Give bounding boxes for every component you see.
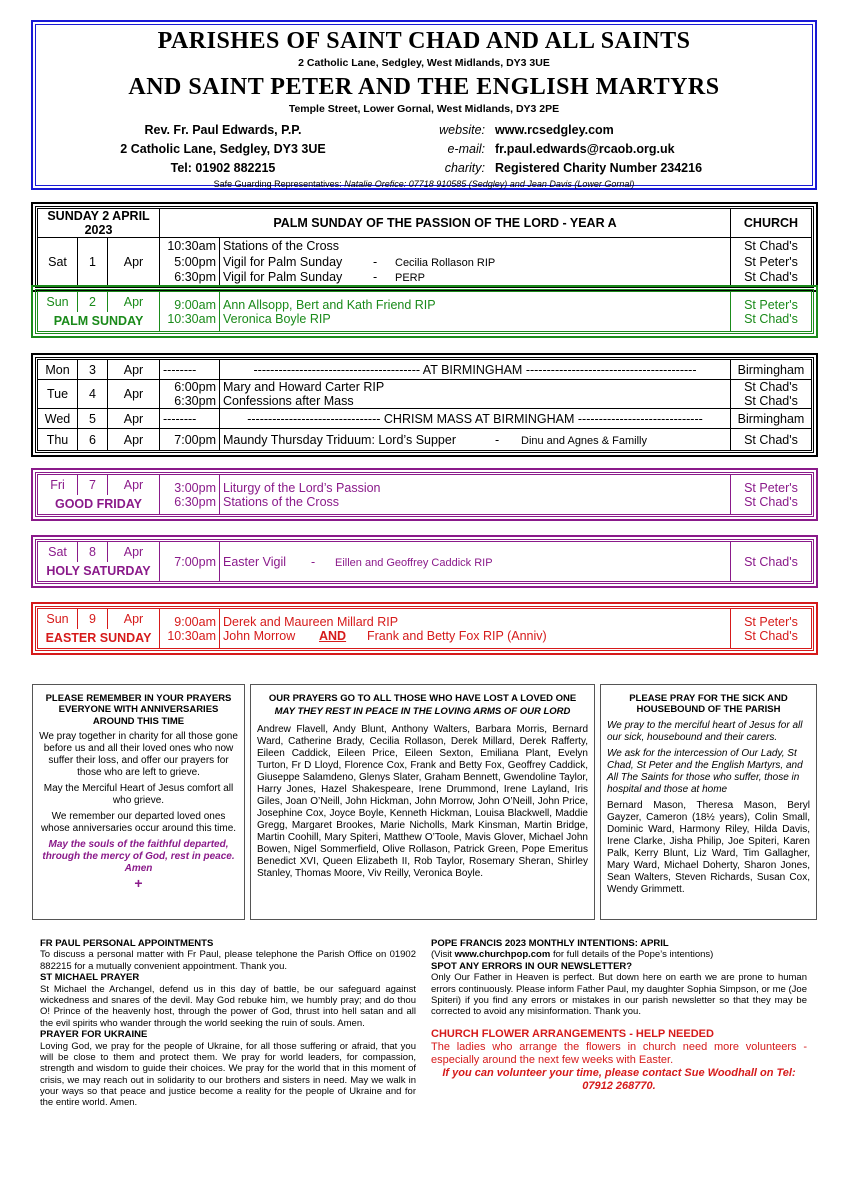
churches-tue: St Chad's St Chad's	[731, 380, 812, 409]
day-sat-8: Sat	[38, 542, 78, 562]
easter-sunday-label: EASTER SUNDAY	[38, 629, 160, 649]
parish-title-2: AND SAINT PETER AND THE ENGLISH MARTYRS	[128, 74, 720, 100]
churchpop-link[interactable]: www.churchpop.com	[454, 949, 551, 961]
schedule-palm-weekend	[31, 202, 818, 292]
sick-text-2: We ask for the intercession of Our Lady, St Chad, St Peter and the English Martyrs, and All The Saints for those who suffer, those in hospital and those at home	[607, 747, 803, 795]
anniversaries-prayer: May the souls of the faithful departed, through the mercy of God, rest in peace. Amen	[42, 839, 235, 875]
pope-intentions-heading: POPE FRANCIS 2023 MONTHLY INTENTIONS: APRIL	[431, 938, 669, 949]
schedule-weekdays	[31, 353, 818, 457]
cross-icon: +	[134, 875, 143, 892]
time-1030: 10:30am	[160, 238, 220, 254]
flowers-heading: CHURCH FLOWER ARRANGEMENTS - HELP NEEDED	[431, 1027, 714, 1040]
church-wed: Birmingham	[731, 409, 812, 429]
event-stations: Stations of the Cross	[220, 238, 731, 254]
date-1: 1	[78, 238, 108, 286]
good-friday-label: GOOD FRIDAY	[38, 495, 160, 515]
bereaved-box	[250, 684, 595, 920]
anniversaries-heading: PLEASE REMEMBER IN YOUR PRAYERS EVERYONE WITH ANNIVERSARIES AROUND THIS TIME	[45, 693, 232, 727]
website-link[interactable]: www.rcsedgley.com	[495, 123, 614, 137]
church-sat-8: St Chad's	[731, 542, 812, 582]
churches-easter: St Peter's St Chad's	[731, 609, 812, 649]
sick-box	[600, 684, 817, 920]
churches-fri: St Peter's St Chad's	[731, 475, 812, 515]
month-2: Apr	[108, 292, 160, 312]
errors-text: Only Our Father in Heaven is perfect. But down here on earth we are prone to human errors continuously. Please inform Father Paul, my daughter Sophia Simpson, or me (Joe Spiteri) if you find any errors or mistakes in our parish newsletter so that they may be corrected to avoid any misinformation. Thank you.	[431, 972, 807, 1018]
parish-title-1: PARISHES OF SAINT CHAD AND ALL SAINTS	[157, 28, 691, 54]
day-thu: Thu	[38, 429, 78, 451]
website-label: website:	[439, 123, 485, 137]
church-mon: Birmingham	[731, 360, 812, 380]
date-9: 9	[78, 609, 108, 629]
time-500: 5:00pm	[160, 254, 220, 270]
church-3: St Chad's	[731, 270, 812, 286]
time-wed: --------	[160, 409, 220, 429]
church-2: St Peter's	[731, 254, 812, 270]
safeguard-names: Natalie Orefice: 07718 910585 (Sedgley) and Jean Davis (Lower Gornal)	[344, 179, 635, 189]
time-sat-8: 7:00pm	[160, 542, 220, 582]
date-4: 4	[78, 380, 108, 409]
date-3: 3	[78, 360, 108, 380]
event-maundy: Maundy Thursday Triduum: Lord’s Supper - Dinu and Agnes & Familly	[220, 429, 731, 451]
church-thu: St Chad's	[731, 429, 812, 451]
left-notices	[40, 938, 416, 1109]
anniversaries-text-2: May the Merciful Heart of Jesus comfort all who grieve.	[43, 783, 234, 807]
month-4: Apr	[108, 380, 160, 409]
schedule-easter-sunday	[31, 602, 818, 655]
right-notices	[431, 938, 807, 1094]
st-michael-text: St Michael the Archangel, defend us in this day of battle, be our safeguard against wickedness and snares of the devil. May God rebuke him, we humbly pray; and do thou O! Prince of the heavenly host, through the power of God, thrust into hell satan and all the evil spirits who wander through the world seeking the ruin of souls. Amen.	[40, 983, 416, 1029]
event-vigil-1: Vigil for Palm Sunday - Cecilia Rollason RIP	[220, 254, 731, 270]
safeguard-label: Safe Guarding Representatives:	[213, 179, 342, 189]
sick-heading: PLEASE PRAY FOR THE SICK AND HOUSEBOUND OF THE PARISH	[629, 693, 788, 716]
time-630: 6:30pm	[160, 270, 220, 286]
church-1: St Chad's	[731, 238, 812, 254]
safeguarding-line	[33, 179, 815, 189]
church-header: CHURCH	[731, 209, 812, 238]
schedule-holy-saturday	[31, 535, 818, 588]
anniversaries-box	[32, 684, 245, 920]
month-8: Apr	[108, 542, 160, 562]
times-easter: 9:00am 10:30am	[160, 609, 220, 649]
bereaved-names: Andrew Flavell, Andy Blunt, Anthony Walters, Barbara Morris, Bernard Ward, Catherine Brady, Cecilia Rollason, Derek Millard, Derek Rafferty, Eileen Caddick, Eileen Price, Eileen Sexton, Emiliana Plant, Evelyn Turton, Fr D Lloyd, Florence Cox, Frank and Betty Fox, Geoffrey Caddick, Giuseppe Salamdeno, Glenys Slater, Graham Bennett, Gwendoline Taylor, Harry Jones, Hazel Shakespeare, Irene Drummond, Irene Layland, Iris Giles, Joan O’Neill, John Hickman, John Morrow, John O’Neill, John Price, Josephine Cox, Joyce Boyle, Kenneth Hickman, Louisa Blackwell, Maddie Gregg, Margaret Brookes, Marie Nicholls, Mark Kinsman, Martin Bridge, Martin Coohill, Mary Spiteri, Matthew O’Toole, Mavis Glover, Michael John Bowen, Nigel Sommerfield, Olive Rollason, Patrick Green, Pope Emeritus Benedict XVI, Queen Elizabeth II, Rob Taylor, Rosemary Sheran, Shirley Stanley, Thomas Moore, Viv Reilly, Veronica Boyle.	[257, 723, 588, 879]
events-2: Ann Allsopp, Bert and Kath Friend RIP Veronica Boyle RIP	[220, 292, 731, 332]
bereaved-heading: OUR PRAYERS GO TO ALL THOSE WHO HAVE LOST A LOVED ONE	[268, 693, 577, 704]
email-label: e-mail:	[447, 142, 485, 156]
date-6: 6	[78, 429, 108, 451]
anniversaries-text-1: We pray together in charity for all those gone before us and all their loved ones who now suffer their loss, and offer our prayers for those who are left to grieve.	[39, 731, 238, 779]
times-fri: 3:00pm 6:30pm	[160, 475, 220, 515]
holy-saturday-label: HOLY SATURDAY	[38, 562, 160, 582]
month-6: Apr	[108, 429, 160, 451]
date-8: 8	[78, 542, 108, 562]
email-link[interactable]: fr.paul.edwards@rcaob.org.uk	[495, 142, 675, 156]
churches-2: St Peter's St Chad's	[731, 292, 812, 332]
schedule-date: SUNDAY 2 APRIL 2023	[38, 209, 160, 238]
month-5: Apr	[108, 409, 160, 429]
anniversaries-text-3: We remember our departed loved ones whose anniversaries occur around this time.	[40, 811, 237, 835]
flowers-contact: If you can volunteer your time, please contact Sue Woodhall on Tel: 07912 268770.	[442, 1067, 796, 1093]
event-chrism-mass: -------------------------------- CHRISM MASS AT BIRMINGHAM ------------------------------	[220, 409, 731, 429]
charity-label: charity:	[444, 161, 485, 175]
pope-intentions-text: (Visit www.churchpop.com for full details of the Pope’s intentions)	[431, 949, 714, 961]
palm-sunday-label: PALM SUNDAY	[38, 312, 160, 332]
month-9: Apr	[108, 609, 160, 629]
priest-address: 2 Catholic Lane, Sedgley, DY3 3UE	[120, 142, 326, 156]
month-3: Apr	[108, 360, 160, 380]
times-tue: 6:00pm 6:30pm	[160, 380, 220, 409]
times-2: 9:00am 10:30am	[160, 292, 220, 332]
date-2: 2	[78, 292, 108, 312]
schedule-title: PALM SUNDAY OF THE PASSION OF THE LORD - YEAR A	[160, 209, 731, 238]
time-mon: --------	[160, 360, 220, 380]
errors-heading: SPOT ANY ERRORS IN OUR NEWSLETTER?	[431, 960, 633, 972]
event-vigil-2: Vigil for Palm Sunday - PERP	[220, 270, 731, 286]
month-7: Apr	[108, 475, 160, 495]
priest-name: Rev. Fr. Paul Edwards, P.P.	[144, 123, 302, 137]
events-fri: Liturgy of the Lord’s Passion Stations of the Cross	[220, 475, 731, 515]
flowers-text: The ladies who arrange the flowers in church need more volunteers - especially around the next few weeks with Easter.	[431, 1040, 807, 1067]
day-sun-9: Sun	[38, 609, 78, 629]
charity-number: Registered Charity Number 234216	[495, 161, 703, 175]
bereaved-subheading: MAY THEY REST IN PEACE IN THE LOVING ARMS OF OUR LORD	[274, 706, 571, 718]
ukraine-heading: PRAYER FOR UKRAINE	[40, 1029, 148, 1041]
sick-names: Bernard Mason, Theresa Mason, Beryl Gayzer, Cameron (18½ years), Colin Small, Dominic Ward, Harmony Riley, Hilda Davis, Irene Clarke, Jisha Philip, Joe Spiteri, Karen Palk, Kerry Blunt, Liz Ward, Tim Gallagher, Mary Ward, Michael Doherty, Sharon Jones, Sean Walters, Steven Richards, Susan Cox, Wendy Grimmett.	[607, 799, 810, 895]
schedule-good-friday	[31, 468, 818, 521]
date-5: 5	[78, 409, 108, 429]
priest-phone: Tel: 01902 882215	[170, 161, 276, 175]
ukraine-text: Loving God, we pray for the people of Ukraine, for all those suffering or afraid, that you will be close to them and protect them. We pray for world leaders, for compassion, strength and wisdom to guide their choices. We pray for the world that in this moment of crisis, we may reach out in solidarity to our brothers and sisters in need. May we walk in your ways so that peace and justice become a reality for the people of Ukraine and for the entire world. Amen.	[40, 1040, 416, 1109]
events-easter: Derek and Maureen Millard RIP John Morrow AND Frank and Betty Fox RIP (Anniv)	[220, 609, 731, 649]
day-tue: Tue	[38, 380, 78, 409]
event-birmingham: ---------------------------------------- AT BIRMINGHAM -----------------------------------------	[220, 360, 731, 380]
schedule-palm-sunday	[31, 285, 818, 338]
appointments-text: To discuss a personal matter with Fr Paul, please telephone the Parish Office on 01902 882215 for a mutually convenient appointment. Thank you.	[40, 949, 416, 972]
day-sun-2: Sun	[38, 292, 78, 312]
day-fri: Fri	[38, 475, 78, 495]
date-7: 7	[78, 475, 108, 495]
parish-address-2: Temple Street, Lower Gornal, West Midlands, DY3 2PE	[288, 103, 560, 115]
day-wed: Wed	[38, 409, 78, 429]
st-michael-heading: ST MICHAEL PRAYER	[40, 972, 140, 984]
time-thu: 7:00pm	[160, 429, 220, 451]
header-box	[31, 20, 817, 190]
day-mon: Mon	[38, 360, 78, 380]
appointments-heading: FR PAUL PERSONAL APPOINTMENTS	[40, 938, 214, 949]
sick-text-1: We pray to the merciful heart of Jesus for all our sick, housebound and their carers.	[607, 719, 803, 743]
month-1: Apr	[108, 238, 160, 286]
events-tue: Mary and Howard Carter RIP Confessions after Mass	[220, 380, 731, 409]
parish-address-1: 2 Catholic Lane, Sedgley, West Midlands, DY3 3UE	[298, 57, 550, 69]
day-sat-1: Sat	[38, 238, 78, 286]
event-easter-vigil: Easter Vigil - Eillen and Geoffrey Caddick RIP	[220, 542, 731, 582]
